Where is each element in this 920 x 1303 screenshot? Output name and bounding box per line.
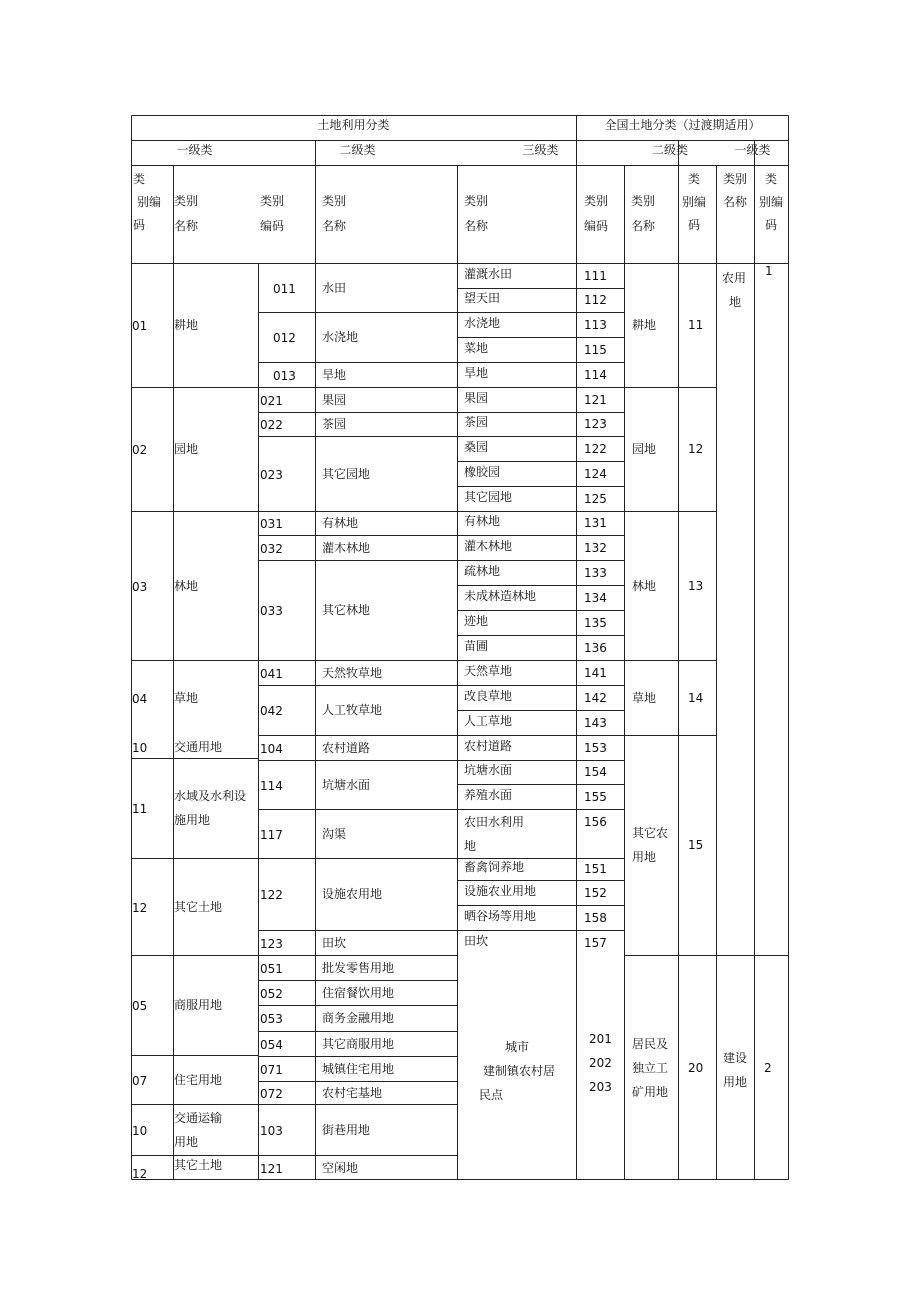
level2-code: 033 <box>260 604 283 618</box>
level3-name: 养殖水面 <box>464 787 513 802</box>
level3-code: 142 <box>584 690 607 705</box>
level3-code: 125 <box>584 491 607 506</box>
level2-name: 批发零售用地 <box>322 960 395 975</box>
subheader-l3-name: 类别 <box>464 194 489 208</box>
level2-code: 023 <box>260 467 283 482</box>
level3-code: 133 <box>584 565 607 580</box>
subheader-l1-name: 名称 <box>174 219 199 233</box>
subheader-national2-code: 类 <box>688 172 701 186</box>
level3-code: 123 <box>584 417 607 431</box>
subheader-l1-name: 类别 <box>174 194 199 208</box>
level3-code: 155 <box>584 789 607 804</box>
level3-name: 灌木林地 <box>464 538 513 553</box>
header-land-use-classification: 土地利用分类 <box>317 118 390 132</box>
level1-code: 04 <box>132 691 148 706</box>
level3-code: 135 <box>584 615 607 630</box>
level1-name: 其它土地 <box>174 899 223 914</box>
national1-name: 地 <box>729 295 742 309</box>
level3-name: 橡胶园 <box>464 464 501 479</box>
level3-code: 141 <box>584 665 607 680</box>
header-national-level2: 二级类 <box>651 143 688 157</box>
level2-code: 032 <box>260 541 283 556</box>
level3-code: 156 <box>584 814 607 829</box>
level2-code: 011 <box>273 281 296 296</box>
level2-code: 071 <box>260 1062 283 1077</box>
level3-code: 132 <box>584 540 607 555</box>
level2-code: 122 <box>260 888 283 902</box>
level1-name: 交通运输 <box>174 1110 223 1125</box>
level2-name: 有林地 <box>322 516 359 530</box>
level3-code: 158 <box>584 910 607 925</box>
level3-name: 田坎 <box>464 933 489 948</box>
level3-name: 桑园 <box>464 439 489 454</box>
national1-code: 1 <box>765 264 773 278</box>
level2-name: 田坎 <box>322 935 347 950</box>
header-national-level1: 一级类 <box>734 143 771 157</box>
level2-code: 121 <box>260 1161 283 1176</box>
subheader-national1-code: 码 <box>765 218 778 232</box>
national2-code: 13 <box>688 578 704 593</box>
level3-name: 苗圃 <box>464 638 489 653</box>
header-level2: 二级类 <box>339 143 376 157</box>
subheader-l2-code: 编码 <box>260 219 285 233</box>
level2-name: 城镇住宅用地 <box>322 1061 395 1076</box>
level2-code: 041 <box>260 666 283 681</box>
level3-code: 115 <box>584 342 607 357</box>
national1-name: 建设 <box>723 1051 748 1065</box>
level3-name: 农田水利用 <box>464 814 525 829</box>
level1-name: 施用地 <box>174 813 211 827</box>
level1-name: 住宅用地 <box>174 1072 223 1087</box>
level1-code: 11 <box>132 802 148 816</box>
level3-name: 疏林地 <box>464 563 501 578</box>
level2-name: 果园 <box>322 392 347 407</box>
subheader-l3-name: 名称 <box>464 219 489 233</box>
level3-name: 城市 <box>505 1040 530 1054</box>
level1-code: 10 <box>132 1123 148 1138</box>
level2-code: 012 <box>273 331 296 345</box>
level2-code: 053 <box>260 1012 283 1026</box>
level2-code: 013 <box>273 368 296 383</box>
level1-name: 其它土地 <box>174 1157 223 1172</box>
national2-name: 矿用地 <box>632 1084 669 1099</box>
subheader-national2-name: 名称 <box>631 219 656 233</box>
level2-code: 123 <box>260 936 283 951</box>
level2-name: 坑塘水面 <box>322 777 371 792</box>
level3-name: 设施农业用地 <box>464 883 537 898</box>
national2-name: 用地 <box>632 850 657 864</box>
level2-name: 水田 <box>322 280 347 295</box>
subheader-l3-code: 类别 <box>584 194 609 208</box>
subheader-national1-code: 别编 <box>759 195 784 209</box>
national2-name: 园地 <box>632 442 657 456</box>
level2-name: 茶园 <box>322 417 347 431</box>
national2-code: 20 <box>688 1060 704 1075</box>
national2-code: 11 <box>688 318 704 332</box>
level3-name: 地 <box>464 838 477 853</box>
level1-name: 商服用地 <box>174 998 223 1012</box>
level2-name: 商务金融用地 <box>322 1011 395 1025</box>
level3-name: 望天田 <box>464 291 501 305</box>
level3-name: 菜地 <box>464 340 489 355</box>
level2-code: 042 <box>260 704 283 718</box>
level2-code: 022 <box>260 418 283 432</box>
level3-name: 其它园地 <box>464 489 513 504</box>
level3-name: 改良草地 <box>464 688 513 703</box>
level3-name: 农村道路 <box>464 738 513 753</box>
level3-code: 124 <box>584 466 607 481</box>
level2-code: 051 <box>260 961 283 976</box>
level3-name: 民点 <box>479 1088 504 1102</box>
level3-name: 坑塘水面 <box>464 763 513 777</box>
level3-code: 152 <box>584 885 607 900</box>
subheader-national1-code: 类 <box>765 172 778 186</box>
level3-code: 112 <box>584 293 607 307</box>
level2-code: 054 <box>260 1037 283 1052</box>
level2-code: 114 <box>260 778 283 793</box>
level3-code: 111 <box>584 268 607 283</box>
level2-name: 其它商服用地 <box>322 1036 395 1051</box>
level1-name: 用地 <box>174 1134 199 1149</box>
level1-code: 03 <box>132 579 148 594</box>
national2-code: 14 <box>688 690 704 705</box>
land-classification-table <box>131 115 789 1180</box>
level3-code: 154 <box>584 765 607 779</box>
level2-name: 农村道路 <box>322 740 371 755</box>
national2-name: 草地 <box>632 690 657 705</box>
level3-name: 未成林造林地 <box>464 588 537 603</box>
national2-name: 居民及 <box>632 1036 669 1051</box>
level3-code: 114 <box>584 367 607 382</box>
level2-code: 117 <box>260 827 283 842</box>
level1-code: 10 <box>132 740 148 755</box>
subheader-l2-name: 名称 <box>322 219 347 233</box>
level1-name: 林地 <box>174 578 199 593</box>
level3-name: 有林地 <box>464 514 501 528</box>
level2-name: 旱地 <box>322 367 347 382</box>
national2-name: 独立工 <box>632 1060 669 1075</box>
level1-name: 园地 <box>174 442 199 456</box>
level2-name: 设施农用地 <box>322 887 383 901</box>
level3-name: 建制镇农村居 <box>483 1064 556 1078</box>
level1-name: 耕地 <box>174 318 199 332</box>
level2-name: 人工牧草地 <box>322 703 383 717</box>
level2-name: 天然牧草地 <box>322 665 383 680</box>
level3-code: 153 <box>584 740 607 755</box>
level1-code: 12 <box>132 1166 148 1181</box>
table-grid-lines <box>131 115 789 1180</box>
level3-code: 157 <box>584 935 607 950</box>
level3-code: 121 <box>584 392 607 407</box>
level3-name: 果园 <box>464 390 489 405</box>
level2-name: 其它林地 <box>322 603 371 617</box>
national2-name: 其它农 <box>632 826 669 840</box>
national2-name: 林地 <box>632 578 657 593</box>
level3-code: 136 <box>584 640 607 655</box>
level3-name: 迹地 <box>464 613 489 628</box>
subheader-national1-name: 名称 <box>723 195 748 209</box>
level2-code: 021 <box>260 393 283 408</box>
level2-name: 农村宅基地 <box>322 1085 383 1100</box>
level3-name: 水浇地 <box>464 315 501 330</box>
level3-code: 201 <box>589 1032 612 1046</box>
level2-code: 104 <box>260 741 283 756</box>
national1-name: 用地 <box>723 1075 748 1089</box>
level1-code: 07 <box>132 1073 148 1088</box>
level1-name: 水域及水利设 <box>174 789 247 803</box>
level3-code: 203 <box>589 1080 612 1094</box>
national1-code: 2 <box>764 1061 772 1075</box>
subheader-l3-code: 编码 <box>584 219 609 233</box>
level3-name: 茶园 <box>464 415 489 429</box>
subheader-l1-code: 类 <box>133 172 146 186</box>
level3-name: 灌溉水田 <box>464 266 513 281</box>
level1-name: 草地 <box>174 690 199 705</box>
subheader-national2-name: 类别 <box>631 194 656 208</box>
level1-code: 12 <box>132 900 148 915</box>
level2-name: 沟渠 <box>322 826 347 841</box>
level3-code: 131 <box>584 516 607 530</box>
national2-name: 耕地 <box>632 318 657 332</box>
subheader-national2-code: 码 <box>688 218 701 232</box>
subheader-l2-code: 类别 <box>260 194 285 208</box>
level1-name: 交通用地 <box>174 739 223 754</box>
level1-code: 02 <box>132 443 148 457</box>
level2-name: 其它园地 <box>322 466 371 481</box>
level3-name: 晒谷场等用地 <box>464 908 537 923</box>
level3-name: 旱地 <box>464 365 489 380</box>
level2-name: 水浇地 <box>322 330 359 344</box>
level2-code: 031 <box>260 517 283 531</box>
level3-code: 143 <box>584 715 607 730</box>
level2-name: 灌木林地 <box>322 540 371 555</box>
header-national-land-classification: 全国土地分类（过渡期适用） <box>604 118 761 132</box>
level3-code: 134 <box>584 590 607 605</box>
national2-code: 15 <box>688 838 704 852</box>
subheader-national1-name: 类别 <box>723 172 748 186</box>
level2-code: 052 <box>260 986 283 1001</box>
level3-name: 畜禽饲养地 <box>464 860 525 874</box>
level3-code: 151 <box>584 862 607 876</box>
subheader-national2-code: 别编 <box>682 195 707 209</box>
level3-name: 天然草地 <box>464 663 513 678</box>
level3-code: 113 <box>584 317 607 332</box>
header-level3: 三级类 <box>522 143 559 157</box>
level2-name: 空闲地 <box>322 1160 359 1175</box>
level3-name: 人工草地 <box>464 713 513 728</box>
level1-code: 05 <box>132 999 148 1013</box>
subheader-l1-code: 别编 <box>137 195 162 209</box>
national2-code: 12 <box>688 442 704 456</box>
level3-code: 202 <box>589 1056 612 1070</box>
subheader-l2-name: 类别 <box>322 194 347 208</box>
level2-name: 住宿餐饮用地 <box>322 985 395 1000</box>
level1-code: 01 <box>132 319 148 333</box>
subheader-l1-code: 码 <box>133 218 146 232</box>
level2-code: 103 <box>260 1123 283 1138</box>
header-level1: 一级类 <box>176 143 213 157</box>
level3-code: 122 <box>584 441 607 456</box>
level2-name: 街巷用地 <box>322 1122 371 1137</box>
national1-name: 农用 <box>722 271 747 285</box>
level2-code: 072 <box>260 1086 283 1101</box>
